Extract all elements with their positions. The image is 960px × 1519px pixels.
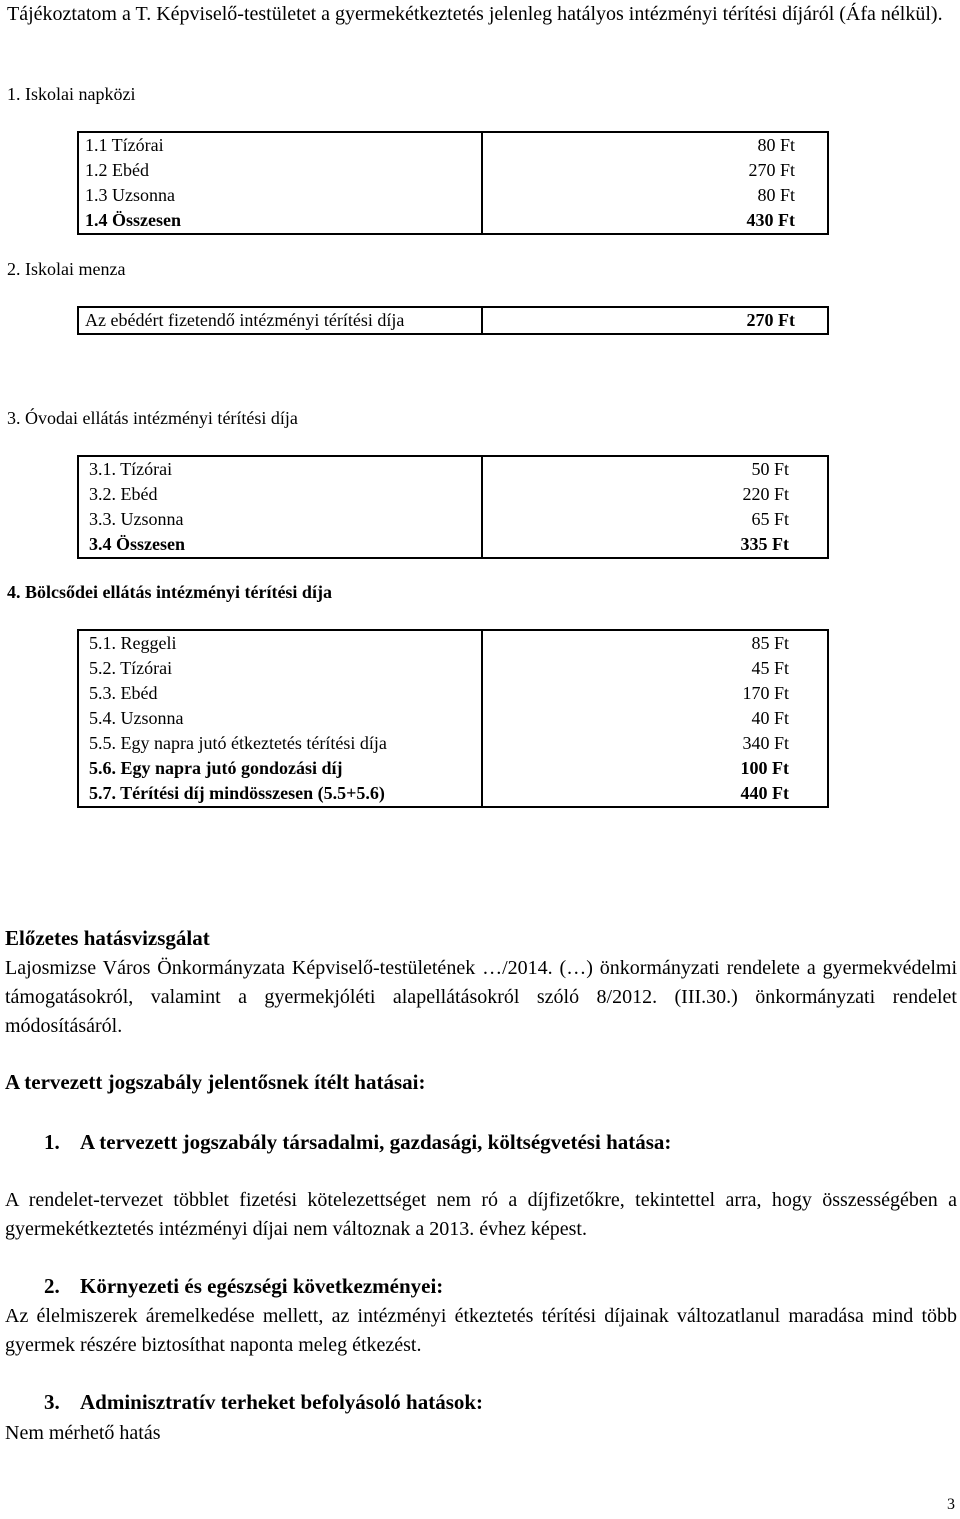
table-nursery (77, 629, 829, 808)
item-2-number: 2. (44, 1274, 60, 1298)
table-kindergarten (77, 455, 829, 559)
item-1-text: A rendelet-tervezet többlet fizetési kötelezettséget nem ró a díjfizetőkre, tekintettel arra, hogy összességében a gyermekétkeztetés intézményi díjai nem változnak a 2013. évhez képest. (5, 1189, 957, 1240)
row-value: 270 Ft (482, 307, 828, 334)
table-row (78, 630, 828, 807)
row-label: 3.1. Tízórai 3.2. Ebéd 3.3. Uzsonna 3.4 Összesen (78, 456, 482, 558)
item-1-title: A tervezett jogszabály társadalmi, gazdasági, költségvetési hatása: (80, 1130, 672, 1154)
table-school-daycare (77, 131, 829, 235)
section-4-heading: 4. Bölcsődei ellátás intézményi térítési díja (7, 582, 332, 602)
item-1-number: 1. (44, 1130, 60, 1154)
table-row (78, 132, 828, 234)
item-2-text: Az élelmiszerek áremelkedése mellett, az intézményi étkeztetés térítési díjainak változatlanul maradása mind több gyermek részére biztosíthat naponta meleg étkezést. (5, 1305, 957, 1356)
row-value: 80 Ft 270 Ft 80 Ft 430 Ft (482, 132, 828, 234)
section-2-heading: 2. Iskolai menza (7, 259, 126, 279)
row-value: 85 Ft 45 Ft 170 Ft 40 Ft 340 Ft 100 Ft 440 Ft (482, 630, 828, 807)
item-3-title: Adminisztratív terheket befolyásoló hatások: (80, 1390, 484, 1414)
assessment-title: Előzetes hatásvizsgálat (5, 926, 210, 950)
table-row (78, 456, 828, 558)
assessment-paragraph: Lajosmizse Város Önkormányzata Képviselő-testületének …/2014. (…) önkormányzati rendelete a gyermekvédelmi támogatásokról, valamint a gyermekjóléti alapellátásokról szóló 8/2012. (III.30.) önkormányzati rendelet módosításáról. (5, 957, 957, 1037)
row-label: 5.1. Reggeli 5.2. Tízórai 5.3. Ebéd 5.4. Uzsonna 5.5. Egy napra jutó étkeztetés térítési díja 5.6. Egy napra jutó gondozási díj 5.7. Térítési díj mindösszesen (5.5+5.6) (78, 630, 482, 807)
item-3-number: 3. (44, 1390, 60, 1414)
row-value: 50 Ft 220 Ft 65 Ft 335 Ft (482, 456, 828, 558)
section-1-heading: 1. Iskolai napközi (7, 84, 136, 104)
row-label: 1.1 Tízórai 1.2 Ebéd 1.3 Uzsonna 1.4 Összesen (78, 132, 482, 234)
intro-paragraph: Tájékoztatom a T. Képviselő-testületet a gyermekétkeztetés jelenleg hatályos intézményi térítési díjáról (Áfa nélkül). (7, 3, 943, 25)
item-2-title: Környezeti és egészségi következményei: (80, 1274, 444, 1298)
page-number: 3 (947, 1496, 955, 1513)
table-row (78, 307, 828, 334)
table-school-canteen (77, 306, 829, 335)
effects-title: A tervezett jogszabály jelentősnek ítélt hatásai: (5, 1070, 426, 1094)
section-3-heading: 3. Óvodai ellátás intézményi térítési díja (7, 408, 298, 428)
row-label: Az ebédért fizetendő intézményi térítési díja (78, 307, 482, 334)
item-3-text: Nem mérhető hatás (5, 1422, 161, 1444)
